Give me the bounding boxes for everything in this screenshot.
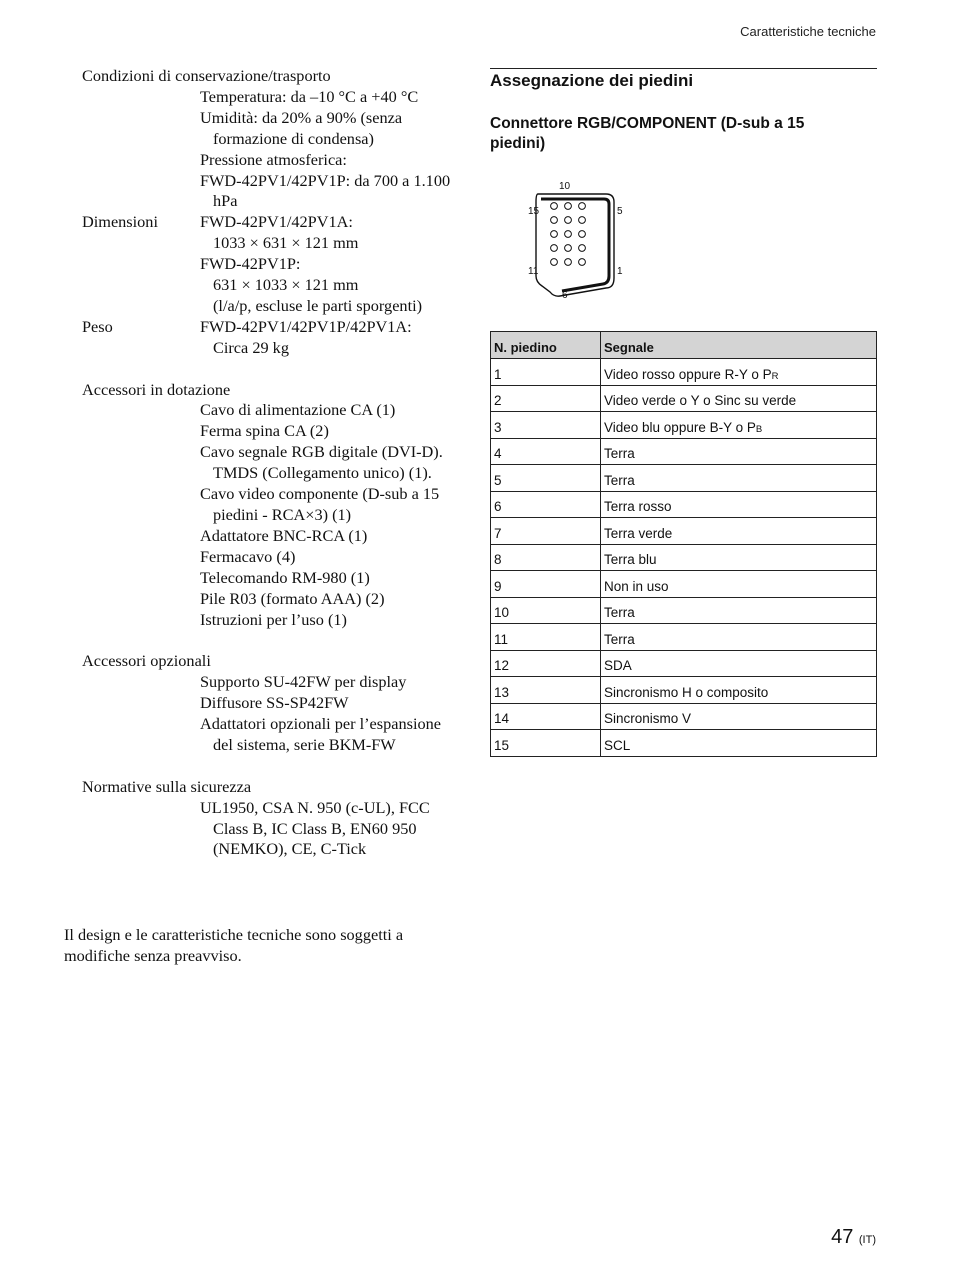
pin-signal: [601, 703, 877, 730]
spec-accessories: [0, 380, 470, 631]
pin-signal: [601, 597, 877, 624]
pin-number: 11: [491, 624, 601, 651]
pin-signal: [601, 624, 877, 651]
pin-signal-text: Sincronismo H o composito: [604, 684, 769, 700]
pin-assignment-section: [490, 68, 877, 753]
spec-line: Telecomando RM-980 (1): [200, 567, 370, 587]
pin-number: 2: [491, 385, 601, 412]
table-row: [491, 730, 877, 757]
pin-signal: [601, 465, 877, 492]
spec-line: Cavo video componente (D-sub a 15 piedini - RCA×3) (1): [200, 484, 440, 525]
pin-holes: [551, 203, 586, 266]
pin-label-top: 10: [559, 181, 571, 192]
pin-label-right-top: 5: [617, 206, 623, 217]
pin-label-right-bottom: 1: [617, 266, 623, 277]
pin-number: 13: [491, 677, 601, 704]
footer-note: Il design e le caratteristiche tecniche sono soggetti a modifiche senza preavviso.: [64, 925, 404, 965]
section-title: Assegnazione dei piedini: [490, 71, 694, 90]
spec-line: FWD-42PV1P:: [200, 254, 301, 274]
spec-safety: [0, 777, 470, 861]
pin-signal: [601, 677, 877, 704]
spec-line: UL1950, CSA N. 950 (c-UL), FCC Class B, IC Class B, EN60 950 (NEMKO), CE, C-Tick: [200, 797, 430, 859]
pin-table: [490, 331, 877, 757]
pin-signal: [601, 544, 877, 571]
pin-signal: [601, 385, 877, 412]
spec-optional-heading: Accessori opzionali: [82, 651, 211, 671]
table-row: [491, 491, 877, 518]
pin-signal-subscript: R: [771, 370, 779, 382]
spec-line: Pressione atmosferica:: [200, 149, 347, 169]
spec-accessories-heading: Accessori in dotazione: [82, 379, 231, 399]
table-row: [491, 359, 877, 386]
connector-title: Connettore RGB/COMPONENT (D-sub a 15 piedini): [490, 115, 805, 152]
pin-signal-text: Terra blu: [604, 552, 657, 567]
pin-number: 8: [491, 544, 601, 571]
table-row: [491, 650, 877, 677]
table-row: [491, 703, 877, 730]
pin-signal-text: Terra verde: [604, 525, 673, 541]
pin-number: 9: [491, 571, 601, 598]
table-row: [491, 544, 877, 571]
pin-signal: [601, 650, 877, 677]
pin-number: 4: [491, 438, 601, 465]
table-row: [491, 571, 877, 598]
spec-line: Cavo di alimentazione CA (1): [200, 400, 396, 420]
pin-number: 5: [491, 465, 601, 492]
spec-storage: [0, 66, 470, 359]
table-row: [491, 677, 877, 704]
pin-signal-subscript: B: [755, 423, 763, 435]
pin-number: 12: [491, 650, 601, 677]
header-signal: Segnale: [601, 332, 877, 359]
page-number: [831, 1226, 876, 1249]
spec-line: Circa 29 kg: [213, 337, 289, 357]
pin-signal: [601, 518, 877, 545]
running-head: Caratteristiche tecniche: [740, 24, 876, 39]
table-row: [491, 438, 877, 465]
pin-signal: [601, 359, 877, 386]
spec-line: Adattatori opzionali per l’espansione del sistema, serie BKM-FW: [200, 714, 441, 754]
page-number-value: 47: [831, 1226, 854, 1248]
pin-number: 14: [491, 703, 601, 730]
table-row: [491, 597, 877, 624]
pin-label-left-bottom: 11: [528, 266, 539, 277]
pin-signal-text: Video verde o Y o Sinc su verde: [604, 393, 797, 408]
table-row: [491, 412, 877, 439]
pin-label-left-top: 15: [528, 206, 540, 217]
spec-line: Diffusore SS-SP42FW: [200, 693, 349, 713]
spec-dimensions: [0, 212, 470, 317]
pin-signal: [601, 438, 877, 465]
spec-line: FWD-42PV1/42PV1A:: [200, 212, 353, 232]
pin-signal-text: Terra: [604, 472, 635, 488]
pin-signal: [601, 730, 877, 757]
pin-signal-text: Sincronismo V: [604, 711, 692, 726]
pin-number: 1: [491, 359, 601, 386]
spec-line: Ferma spina CA (2): [200, 421, 329, 441]
table-row: [491, 465, 877, 492]
header-pin-number: N. piedino: [491, 332, 601, 359]
pin-number: 6: [491, 491, 601, 518]
pin-signal-text: Terra: [604, 631, 635, 647]
page-language: (IT): [858, 1234, 876, 1246]
spec-optional: [0, 651, 470, 756]
pin-signal-text: SDA: [604, 658, 632, 673]
spec-line: Pile R03 (formato AAA) (2): [200, 588, 385, 608]
dsub-connector-diagram: [510, 180, 640, 302]
pin-signal: [601, 571, 877, 598]
pin-signal: [601, 412, 877, 439]
pin-signal-text: SCL: [604, 737, 631, 753]
pin-signal: [601, 491, 877, 518]
pin-table-header: [491, 332, 877, 359]
spec-safety-heading: Normative sulla sicurezza: [82, 776, 252, 796]
spec-line: Istruzioni per l’uso (1): [200, 609, 347, 629]
spec-line: FWD-42PV1/42PV1P: da 700 a 1.100 hPa: [200, 170, 451, 211]
spec-line: Adattatore BNC-RCA (1): [200, 525, 368, 545]
pin-signal-text: Terra rosso: [604, 499, 672, 514]
section-rule: [490, 68, 877, 69]
spec-weight-label: Peso: [82, 316, 113, 336]
spec-column: [0, 66, 470, 881]
spec-dimensions-label: Dimensioni: [82, 212, 158, 232]
table-row: [491, 385, 877, 412]
table-row: [491, 624, 877, 651]
pin-signal-text: Video rosso oppure R-Y o P: [604, 366, 772, 382]
pin-number: 15: [491, 730, 601, 757]
pin-signal-text: Video blu oppure B-Y o P: [604, 419, 756, 435]
pin-signal-text: Terra: [604, 605, 635, 620]
spec-line: Fermacavo (4): [200, 546, 296, 566]
spec-line: (l/a/p, escluse le parti sporgenti): [213, 295, 423, 315]
spec-storage-heading: Condizioni di conservazione/trasporto: [82, 66, 331, 85]
spec-line: FWD-42PV1/42PV1P/42PV1A:: [200, 316, 412, 336]
pin-number: 3: [491, 412, 601, 439]
spec-line: 1033 × 631 × 121 mm: [213, 233, 359, 253]
table-row: [491, 518, 877, 545]
spec-weight: [0, 317, 470, 359]
pin-signal-text: Terra: [604, 446, 635, 461]
connector-shell: [536, 194, 614, 296]
spec-line: 631 × 1033 × 121 mm: [213, 275, 359, 295]
spec-line: Cavo segnale RGB digitale (DVI-D). TMDS (Collegamento unico) (1).: [200, 442, 443, 483]
spec-line: Supporto SU-42FW per display: [200, 672, 407, 692]
pin-number: 7: [491, 518, 601, 545]
pin-number: 10: [491, 597, 601, 624]
spec-line: Temperatura: da –10 °C a +40 °C: [200, 86, 419, 106]
spec-line: Umidità: da 20% a 90% (senza formazione di condensa): [200, 107, 403, 148]
pin-label-bottom: 6: [562, 290, 568, 301]
pin-signal-text: Non in uso: [604, 578, 669, 594]
